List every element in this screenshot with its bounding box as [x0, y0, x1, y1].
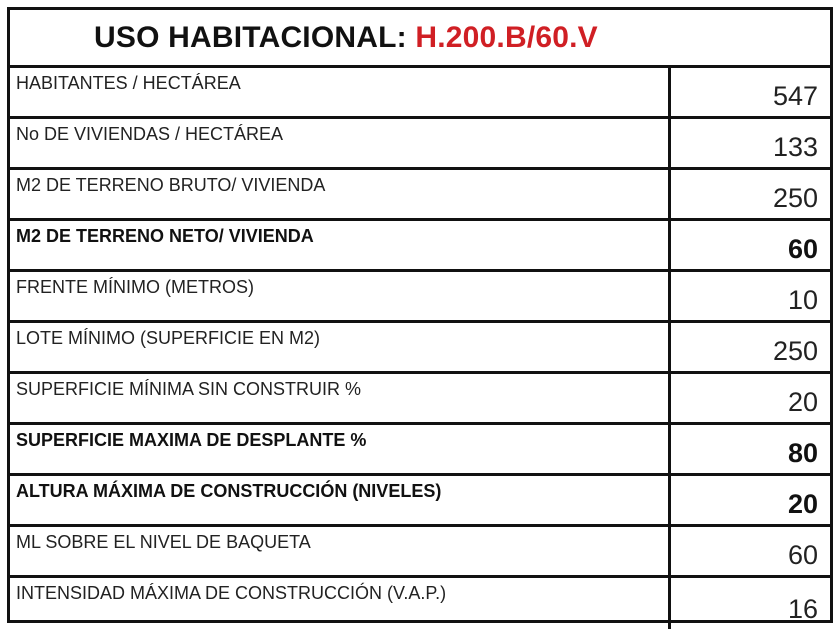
table-row — [10, 527, 830, 578]
column-divider — [668, 272, 671, 320]
table-row — [10, 68, 830, 119]
row-label: No DE VIVIENDAS / HECTÁREA — [16, 124, 284, 144]
row-value: 60 — [787, 540, 818, 570]
row-label: ML SOBRE EL NIVEL DE BAQUETA — [16, 532, 311, 552]
column-divider — [668, 170, 671, 218]
row-label: M2 DE TERRENO NETO/ VIVIENDA — [16, 226, 314, 246]
table-header — [10, 10, 830, 68]
table-row — [10, 170, 830, 221]
table-row — [10, 374, 830, 425]
row-value: 16 — [787, 594, 818, 624]
title-prefix: USO HABITACIONAL: — [94, 20, 407, 54]
table-row — [10, 578, 830, 629]
row-label: SUPERFICIE MÍNIMA SIN CONSTRUIR % — [16, 379, 362, 399]
row-value: 250 — [772, 183, 818, 213]
column-divider — [668, 221, 671, 269]
row-label: HABITANTES / HECTÁREA — [16, 73, 241, 93]
table-row — [10, 221, 830, 272]
row-value: 20 — [787, 489, 818, 519]
row-value: 250 — [772, 336, 818, 366]
row-label: INTENSIDAD MÁXIMA DE CONSTRUCCIÓN (V.A.P.) — [16, 583, 447, 603]
column-divider — [668, 578, 671, 629]
row-label: ALTURA MÁXIMA DE CONSTRUCCIÓN (NIVELES) — [16, 481, 442, 501]
table-row — [10, 272, 830, 323]
row-value: 547 — [772, 81, 818, 111]
row-label: FRENTE MÍNIMO (METROS) — [16, 277, 254, 297]
row-value: 20 — [787, 387, 818, 417]
table-row — [10, 119, 830, 170]
row-label: M2 DE TERRENO BRUTO/ VIVIENDA — [16, 175, 326, 195]
table-row — [10, 476, 830, 527]
row-value: 80 — [787, 438, 818, 468]
table-row — [10, 323, 830, 374]
column-divider — [668, 425, 671, 473]
row-value: 60 — [787, 234, 818, 264]
zoning-code: H.200.B/60.V — [415, 20, 598, 54]
row-value: 10 — [787, 285, 818, 315]
row-value: 133 — [772, 132, 818, 162]
column-divider — [668, 119, 671, 167]
column-divider — [668, 323, 671, 371]
column-divider — [668, 527, 671, 575]
table-row — [10, 425, 830, 476]
land-use-table — [7, 7, 833, 623]
column-divider — [668, 68, 671, 116]
row-label: SUPERFICIE MAXIMA DE DESPLANTE % — [16, 430, 367, 450]
table-title — [94, 21, 598, 55]
column-divider — [668, 374, 671, 422]
row-label: LOTE MÍNIMO (SUPERFICIE EN M2) — [16, 328, 321, 348]
column-divider — [668, 476, 671, 524]
